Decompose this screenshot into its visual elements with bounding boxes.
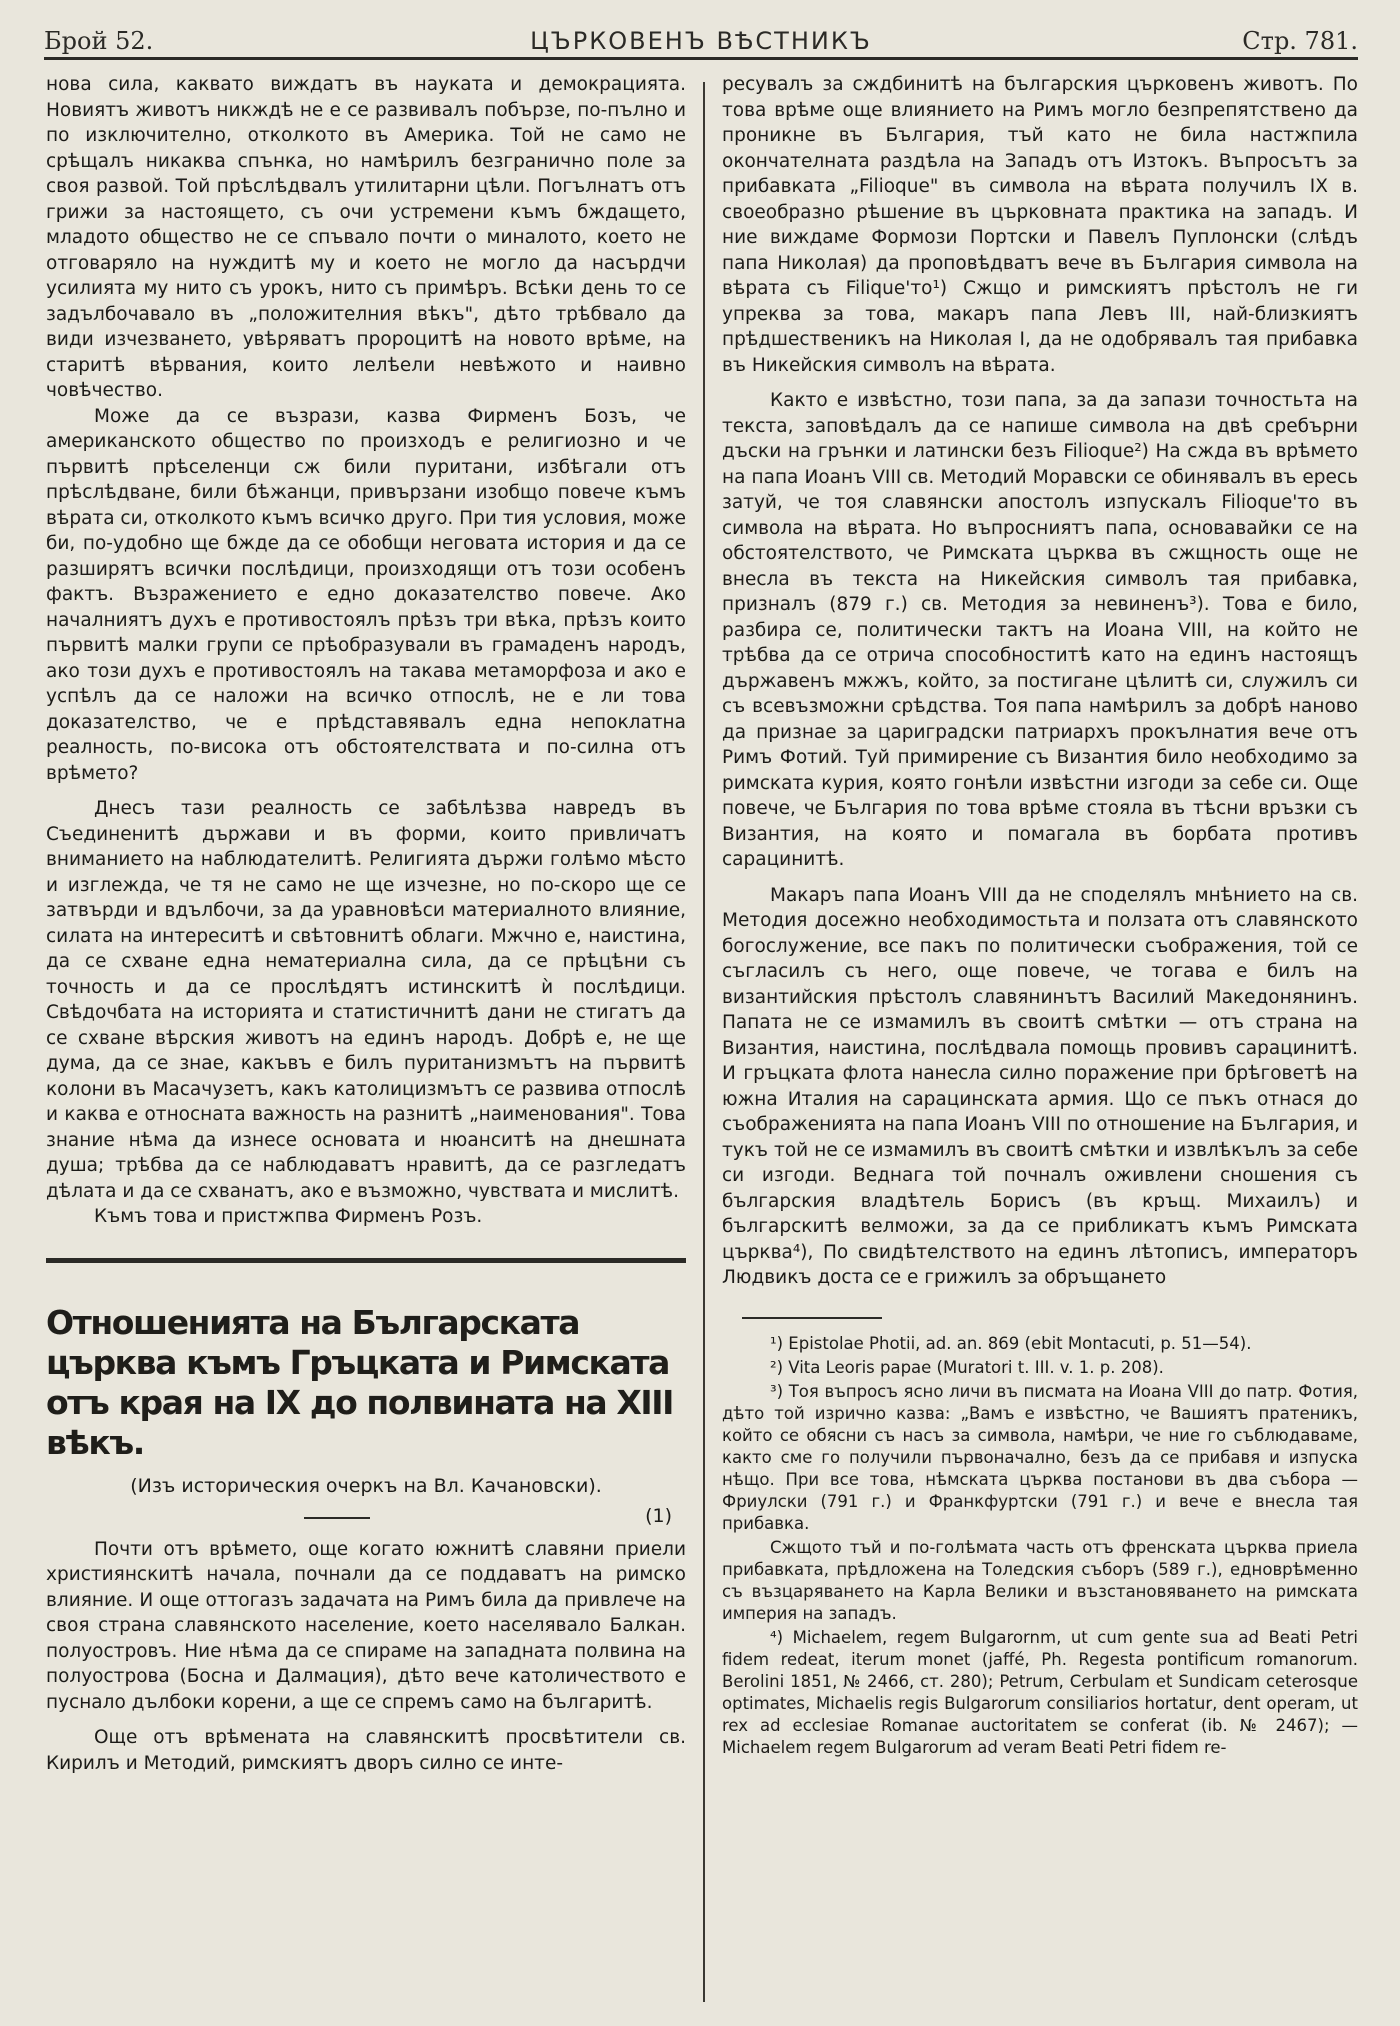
footnote: Сжщото тъй и по-голѣмата часть отъ френската църква приела прибавката, прѣдложена на Толедския съборъ (589 г.), едноврѣменно съ възцаряването на Карла Велики и възстановяването на римската империя на западъ.	[722, 1537, 1358, 1623]
newspaper-title: ЦЪРКОВЕНЪ ВѢСТНИКЪ	[530, 27, 872, 55]
paragraph: Къмъ това и пристжпва Фирменъ Розъ.	[94, 1206, 483, 1227]
footnote-divider	[742, 1317, 882, 1319]
header-rule	[44, 57, 1358, 60]
issue-number: Брой 52.	[44, 27, 154, 55]
paragraph: Почти отъ врѣмето, още когато южнитѣ славяни приели християнскитѣ начала, почнали да се поддаватъ на римско влияние. И още оттогазъ задачата на Римъ била да привлече на своя страна славянското население, което населявало Балкан. полуостровъ. Ние нѣма да се спираме на западната полвина на полуострова (Босна и Далмация), дѣто вече католичеството е пуснало дълбоки корени, а ще се спремъ само на българитѣ.	[46, 1538, 686, 1713]
paragraph: Може да се възрази, казва Фирменъ Бозъ, че американското общество по произходъ е религиозно и че първитѣ прѣселенци сж били пуритани, избѣгали отъ прѣслѣдване, били бѣжанци, привързани изобщо повече къмъ вѣрата си, отколкото къмъ всичко друго. При тия условия, може би, по-удобно ще бжде да се обобщи неговата история и да се разширятъ всички послѣдици, произходящи отъ този особенъ фактъ. Възражението е едно доказателство повече. Ако началниятъ духъ е противостоялъ прѣзъ три вѣка, прѣзъ които първитѣ малки групи се прѣобразували въ грамаденъ народъ, ако този духъ е противостоялъ на такава метаморфоза и ако е успѣлъ да се наложи на всичко отпослѣ, не е ли това доказателство, че е прѣдставявалъ една непоклатна реалность, по-висока отъ обстоятелствата и по-силна отъ врѣмето?	[46, 405, 686, 784]
page-number: Стр. 781.	[1242, 27, 1358, 55]
paragraph: Още отъ врѣмената на славянскитѣ просвѣтители св. Кирилъ и Методий, римскиятъ дворъ силно се инте-	[46, 1727, 686, 1774]
footnote: ³) Тоя въпросъ ясно личи въ писмата на Иоана VIII до патр. Фотия, дѣто той изрично казва: „Вамъ е извѣстно, че Вашиятъ пратеникъ, който се обясни съ насъ за символа, намѣри, че ние го съблюдаваме, както сме го получили първоначално, безъ да се прибавя и изпуска нѣщо. При все това, нѣмската църква постанови въ два събора — Фриулски (791 г.) и Франкфуртски (791 г.) и вече е внесла тая прибавка.	[722, 1381, 1358, 1533]
paragraph: Както е извѣстно, този папа, за да запази точностьта на текста, заповѣдалъ да се напише символа на двѣ сребърни дъски на грънки и латински безъ Filioque²) На сжда въ врѣмето на папа Иоанъ VIII св. Методий Моравски се обинявалъ въ ересь затуй, че тоя славянски апостолъ изпускалъ Filioque'то въ символа на вѣрата. Но въпросниятъ папа, основавайки се на обстоятелството, че Римската църква въ сжщность още не внесла въ текста на Никейския символъ тая прибавка, призналъ (879 г.) св. Методия за невиненъ³). Това е било, разбира се, политически тактъ на Иоана VIII, на който не трѣбва да се отрича способноститѣ като на единъ настоящъ държавенъ мжжъ, който, за постигане цѣлитѣ си, служилъ си съ всевъзможни срѣдства. Тоя папа намѣрилъ за добрѣ наново да признае за цариградски патриархъ прокълнатия вече отъ Римъ Фотий. Туй примирение съ Византия било необходимо за римската курия, която гонѣли извѣстни изгоди за себе си. Още повече, че България по това врѣме стояла въ тѣсни връзки съ Византия, на която и помагала въ борбата противъ сарацинитѣ.	[722, 390, 1358, 870]
footnotes	[722, 1333, 1358, 1759]
footnote: ⁴) Michaelem, regem Bulgarornm, ut cum gente sua ad Beati Petri fidem redeat, iterum monet (jaffé, Ph. Regesta pontificum romanorum. Berolini 1851, № 2466, ст. 280); Petrum, Cerbulam et Sundicam ceterosque optimates, Michaelis regis Bulgarorum consiliarios hortatur, dent operam, ut rex ad ecclesiae Romanae auctoritatem se conferat (ib. № 2467); — Michaelem regem Bulgarorum ad veram Beati Petri fidem re-	[722, 1627, 1358, 1757]
paragraph: Днесъ тази реалность се забѣлѣзва навредъ въ Съединенитѣ държави и въ форми, които привличатъ вниманието на наблюдателитѣ. Религията държи голѣмо мѣсто и изглежда, че тя не само не ще изчезне, но по-скоро ще се затвърди и вдълбочи, за да уравновѣси материалното влияние, силата на интереситѣ и свѣтовнитѣ облаги. Мжчно е, наистина, да се схване една нематериална сила, да се прѣцѣни съ точность и да се прослѣдятъ истинскитѣ ѝ послѣдици. Свѣдочбата на историята и статистичнитѣ дани не стигатъ да се схване вѣрския животъ на единъ народъ. Добрѣ е, не ще дума, да се знае, какъвъ е билъ пуританизмътъ на първитѣ колони въ Масачузетъ, какъ католицизмътъ се развива отпослѣ и каква е относната важность на разнитѣ „наименования". Това знание нѣма да изнесе основата и нюанситѣ на днешната душа; трѣбва да се наблюдаватъ нравитѣ, да се разгледатъ дѣлата и да се схванатъ, ако е възможно, чувствата и мислитѣ.	[46, 798, 686, 1202]
footnote: ²) Vita Leoris papae (Muratori t. III. v. 1. p. 208).	[770, 1357, 1164, 1377]
footnote: ¹) Epistolae Photii, ad. an. 869 (ebit Montacuti, p. 51—54).	[770, 1333, 1252, 1353]
page-header	[44, 26, 1358, 56]
paragraph: нова сила, каквато виждатъ въ науката и демокрацията. Новиятъ животъ никждѣ не е се развивалъ побързе, по-пълно и по изключително, отколкото въ Америка. Той не само не срѣщалъ никаква спънка, но намѣрилъ безгранично поле за своя развой. Той прѣслѣдвалъ утилитарни цѣли. Погълнатъ отъ грижи за настоящето, съ очи устремени къмъ бждащето, младото общество не се спъвало почти о миналото, което не отговаряло на нуждитѣ му и което не могло да насърдчи усилията му нито съ урокъ, нито съ примѣръ. Всѣки день то се задълбочавало въ „положителния вѣкъ", дѣто трѣбвало да види изчезването, увѣряватъ пророцитѣ на новото врѣме, на старитѣ вѣрвания, които лелѣели невѣжото и наивно човѣчество.	[46, 74, 686, 401]
paragraph: Макаръ папа Иоанъ VIII да не споделялъ мнѣнието на св. Методия досежно необходимостьта и ползата отъ славянското богослужение, все пакъ по политически съображения, той се съгласилъ съ него, още повече, че тогава е билъ на византийския прѣстолъ славянинътъ Василий Македонянинъ. Папата не се измамилъ въ своитѣ смѣтки — отъ страна на Византия, наистина, послѣдвала помощь провивъ сарацинитѣ. И гръцката флота нанесла силно поражение при брѣговетѣ на южна Италия на сарацинската армия. Що се пъкъ отнася до съображенията на папа Иоанъ VIII по отношение на България, и тукъ той не се измамилъ въ своитѣ смѣтки и извлѣкълъ за себе си изгоди. Веднага той почналъ оживлени сношения съ българския владѣтель Борисъ (въ кръщ. Михаилъ) и българскитѣ велможи, за да се прибликатъ къмъ Римската църква⁴), По свидѣтелството на единъ лѣтописъ, императоръ Людвикъ доста се е грижилъ за обръщането	[722, 884, 1358, 1288]
short-divider	[304, 1517, 370, 1519]
article-title: Отношенията на Българската църква къмъ Гръцката и Римската отъ края на IX до полвината на XIII вѣкъ.	[46, 1302, 674, 1462]
column-divider	[703, 82, 705, 2002]
paragraph: ресувалъ за сждбинитѣ на българския църковенъ животъ. По това врѣме още влиянието на Римъ могло безпрепятствено да проникне въ България, тъй като не била настжпила окончателната раздѣла на Западъ отъ Изтокъ. Въпросътъ за прибавката „Filioque" въ символа на вѣрата получилъ IX в. своеобразно рѣшение въ църковната практика на западъ. И ние виждаме Формози Портски и Павелъ Пуплонски (слѣдъ папа Николая) да проповѣдватъ вече въ България символа на вѣрата съ Filique'то¹) Сжщо и римскиятъ прѣстолъ не ги упреква за това, макаръ папа Левъ III, най-близкиятъ прѣдшественикъ на Николая I, да не одобрявалъ тая прибавка въ Никейския символъ на вѣрата.	[722, 74, 1358, 376]
left-column	[46, 72, 686, 2007]
article-subtitle: (Изъ историческия очеркъ на Вл. Качановски).	[130, 1474, 602, 1497]
part-number: (1)	[645, 1504, 672, 1527]
right-column	[722, 72, 1358, 2007]
article-divider	[46, 1258, 686, 1263]
